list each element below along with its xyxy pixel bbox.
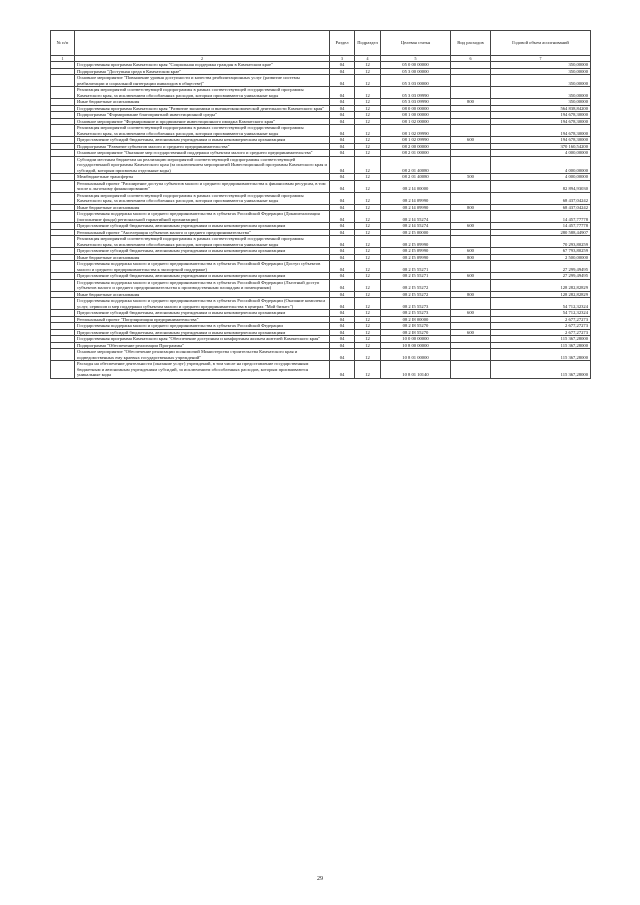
row-amount: 4 000,00000: [491, 174, 591, 181]
row-target-article: 05 3 03 09990: [381, 99, 451, 106]
row-razdel: 04: [330, 143, 355, 150]
row-expense-type: 800: [451, 254, 491, 261]
table-row: [51, 261, 591, 273]
row-name: Предоставление субсидий бюджетным, автономным учреждениям и иным некоммерческим организациям: [75, 137, 330, 144]
row-name: Иные бюджетные ассигнования: [75, 204, 330, 211]
row-razdel: 04: [330, 156, 355, 174]
row-razdel: 04: [330, 112, 355, 119]
row-amount: 350,00000: [491, 75, 591, 87]
row-razdel: 04: [330, 329, 355, 336]
row-razdel: 04: [330, 323, 355, 330]
row-target-article: 10 8 01 00000: [381, 349, 451, 361]
row-podrazdel: 12: [355, 204, 381, 211]
row-razdel: 04: [330, 62, 355, 69]
row-target-article: 08 2 I5 09990: [381, 248, 451, 255]
row-podrazdel: 12: [355, 192, 381, 204]
row-amount: 128 282,82829: [491, 279, 591, 291]
row-podrazdel: 12: [355, 291, 381, 298]
row-target-article: 08 2 I4 00000: [381, 180, 451, 192]
row-name: Государственная программа Камчатского края "Социальная поддержка граждан в Камчатском крае": [75, 62, 330, 69]
row-razdel: 04: [330, 105, 355, 112]
row-expense-type: 600: [451, 137, 491, 144]
row-target-article: 08 2 I5 55271: [381, 261, 451, 273]
row-target-article: 08 2 I5 09990: [381, 254, 451, 261]
row-target-article: 08 2 I5 55271: [381, 273, 451, 280]
row-razdel: 04: [330, 174, 355, 181]
row-expense-type: 800: [451, 291, 491, 298]
row-number: [51, 279, 75, 291]
row-number: [51, 180, 75, 192]
row-razdel: 04: [330, 298, 355, 310]
row-podrazdel: 12: [355, 137, 381, 144]
row-podrazdel: 12: [355, 87, 381, 99]
row-name: Межбюджетные трансферты: [75, 174, 330, 181]
row-razdel: 04: [330, 342, 355, 349]
row-name: Региональный проект "Популяризация предпринимательства": [75, 316, 330, 323]
row-number: [51, 125, 75, 137]
row-amount: 350,00000: [491, 99, 591, 106]
row-name: Основное мероприятие "Повышение уровня доступности и качества реабилитационных услуг (развитие системы реабилитации и социальной интеграции инвалидов в обществе)": [75, 75, 330, 87]
row-razdel: 04: [330, 75, 355, 87]
row-target-article: 08 2 I8 55270: [381, 323, 451, 330]
row-razdel: 04: [330, 349, 355, 361]
row-name: Субсидии местным бюджетам на реализацию мероприятий соответствующей подпрограммы соответствующей государственной программы Камчатского края (за исключением мероприятий Инвестиционной программы Камчатского края и субсидий, которым присвоены отдельные коды): [75, 156, 330, 174]
row-podrazdel: 12: [355, 336, 381, 343]
row-podrazdel: 12: [355, 105, 381, 112]
row-expense-type: [451, 75, 491, 87]
row-amount: 2 500,00000: [491, 254, 591, 261]
row-amount: 115 367,28000: [491, 361, 591, 379]
row-number: [51, 75, 75, 87]
row-target-article: 08 1 02 09990: [381, 137, 451, 144]
row-razdel: 04: [330, 118, 355, 125]
row-number: [51, 349, 75, 361]
row-name: Основное мероприятие "Обеспечение реализации полномочий Министерства строительства Камчатского края и подведомственных ему краевых государственных учреждений": [75, 349, 330, 361]
row-expense-type: [451, 236, 491, 248]
row-razdel: 04: [330, 254, 355, 261]
row-target-article: 08 2 I4 09990: [381, 204, 451, 211]
row-name: Государственная программа Камчатского края "Развитие экономики и внешнеэкономической деятельности Камчатского края": [75, 105, 330, 112]
row-target-article: 08 2 01 00000: [381, 150, 451, 157]
row-amount: 27 299,49495: [491, 273, 591, 280]
table-row: [51, 349, 591, 361]
row-target-article: 05 0 00 00000: [381, 62, 451, 69]
row-name: Реализация мероприятий соответствующей подпрограммы в рамках соответствующей государственной программы Камчатского края, за исключением обособленных расходов, которым присваиваются уникальные коды: [75, 87, 330, 99]
row-razdel: 04: [330, 273, 355, 280]
row-podrazdel: 12: [355, 310, 381, 317]
row-target-article: 08 2 01 40080: [381, 174, 451, 181]
row-expense-type: 600: [451, 310, 491, 317]
row-podrazdel: 12: [355, 174, 381, 181]
row-amount: 14 457,77778: [491, 223, 591, 230]
row-podrazdel: 12: [355, 125, 381, 137]
row-expense-type: [451, 192, 491, 204]
row-target-article: 08 1 02 00000: [381, 118, 451, 125]
row-target-article: 08 1 00 00000: [381, 112, 451, 119]
row-podrazdel: 12: [355, 229, 381, 236]
table-row: [51, 361, 591, 379]
table-row: [51, 156, 591, 174]
row-razdel: 04: [330, 150, 355, 157]
row-name: Предоставление субсидий бюджетным, автономным учреждениям и иным некоммерческим организациям: [75, 329, 330, 336]
row-target-article: 08 2 I8 55270: [381, 329, 451, 336]
row-amount: 67 793,80259: [491, 248, 591, 255]
row-podrazdel: 12: [355, 211, 381, 223]
budget-table: [50, 30, 591, 379]
row-target-article: 08 2 I5 55272: [381, 279, 451, 291]
row-amount: 350,00000: [491, 68, 591, 75]
document-page: [50, 30, 590, 379]
header-expense-type: Вид расходов: [451, 31, 491, 56]
row-razdel: 04: [330, 316, 355, 323]
row-name: Государственная поддержка малого и среднего предпринимательства в субъектах Российской Федерации (Доступ субъектов малого и среднего предпринимательства к экспортной поддержке): [75, 261, 330, 273]
row-name: Государственная поддержка малого и среднего предпринимательства в субъектах Российской Федерации (Оказание комплекса услуг, сервисов и мер поддержки субъектам малого и среднего предпринимательства в центрах "Мой бизнес"): [75, 298, 330, 310]
row-podrazdel: 12: [355, 248, 381, 255]
table-header-row: [51, 31, 591, 56]
row-podrazdel: 12: [355, 236, 381, 248]
row-expense-type: 800: [451, 204, 491, 211]
row-razdel: 04: [330, 310, 355, 317]
row-amount: 115 367,28000: [491, 342, 591, 349]
row-razdel: 04: [330, 87, 355, 99]
table-body: [51, 62, 591, 379]
row-razdel: 04: [330, 125, 355, 137]
row-name: Предоставление субсидий бюджетным, автономным учреждениям и иным некоммерческим организациям: [75, 223, 330, 230]
row-amount: 2 677,27273: [491, 323, 591, 330]
row-amount: 350,00000: [491, 62, 591, 69]
table-row: [51, 75, 591, 87]
page-number: 29: [317, 876, 323, 882]
row-target-article: 08 2 I4 55274: [381, 211, 451, 223]
row-podrazdel: 12: [355, 298, 381, 310]
row-name: Региональный проект "Акселерация субъектов малого и среднего предпринимательства": [75, 229, 330, 236]
row-razdel: 04: [330, 211, 355, 223]
row-podrazdel: 12: [355, 156, 381, 174]
row-podrazdel: 12: [355, 342, 381, 349]
row-target-article: 08 1 02 09990: [381, 125, 451, 137]
row-expense-type: [451, 279, 491, 291]
row-target-article: 08 2 I5 00000: [381, 229, 451, 236]
row-razdel: 04: [330, 248, 355, 255]
header-num: № п/п: [51, 31, 75, 56]
row-podrazdel: 12: [355, 62, 381, 69]
row-amount: 2 677,27273: [491, 316, 591, 323]
row-amount: 350,00000: [491, 87, 591, 99]
row-number: [51, 298, 75, 310]
row-number: [51, 211, 75, 223]
row-target-article: 08 0 00 00000: [381, 105, 451, 112]
row-razdel: 04: [330, 336, 355, 343]
column-number: 5: [381, 56, 451, 62]
row-target-article: 08 2 I4 09990: [381, 192, 451, 204]
row-amount: 194 678,30000: [491, 125, 591, 137]
row-razdel: 04: [330, 236, 355, 248]
row-podrazdel: 12: [355, 223, 381, 230]
row-name: Реализация мероприятий соответствующей подпрограммы в рамках соответствующей государственной программы Камчатского края, за исключением обособленных расходов, которым присваиваются уникальные коды: [75, 125, 330, 137]
row-amount: 4 000,00000: [491, 156, 591, 174]
row-number: [51, 236, 75, 248]
row-name: Основное мероприятие "Формирование и продвижение инвестиционного имиджа Камчатского края": [75, 118, 330, 125]
row-podrazdel: 12: [355, 361, 381, 379]
row-target-article: 08 2 I5 55273: [381, 310, 451, 317]
row-name: Иные бюджетные ассигнования: [75, 291, 330, 298]
row-amount: 4 000,00000: [491, 150, 591, 157]
table-row: [51, 279, 591, 291]
row-podrazdel: 12: [355, 150, 381, 157]
row-name: Расходы на обеспечение деятельности (оказание услуг) учреждений, в том числе на предоставление государственным бюджетным и автономным учреждениям субсидий, за исключением обособленных расходов, которым присваиваются уникальные коды: [75, 361, 330, 379]
row-amount: 115 367,28000: [491, 349, 591, 361]
row-amount: 115 367,28000: [491, 336, 591, 343]
row-razdel: 04: [330, 180, 355, 192]
row-name: Реализация мероприятий соответствующей подпрограммы в рамках соответствующей государственной программы Камчатского края, за исключением обособленных расходов, которым присваиваются уникальные коды: [75, 236, 330, 248]
row-razdel: 04: [330, 192, 355, 204]
row-amount: 194 678,30000: [491, 118, 591, 125]
column-number: 2: [75, 56, 330, 62]
row-expense-type: 600: [451, 248, 491, 255]
table-row: [51, 125, 591, 137]
row-name: Подпрограмма "Доступная среда в Камчатском крае": [75, 68, 330, 75]
row-target-article: 08 2 I4 55274: [381, 223, 451, 230]
row-amount: 564 838,84200: [491, 105, 591, 112]
row-expense-type: [451, 298, 491, 310]
header-annual-volume: Годовой объем ассигнований: [491, 31, 591, 56]
column-number: 7: [491, 56, 591, 62]
row-name: Основное мероприятие "Оказание мер государственной поддержки субъектам малого и среднего предпринимательства": [75, 150, 330, 157]
row-amount: 54 712,32324: [491, 298, 591, 310]
row-amount: 68 437,04242: [491, 204, 591, 211]
row-expense-type: [451, 261, 491, 273]
row-podrazdel: 12: [355, 254, 381, 261]
row-target-article: 10 0 00 00000: [381, 336, 451, 343]
column-number: 4: [355, 56, 381, 62]
row-amount: 370 160,54200: [491, 143, 591, 150]
row-razdel: 04: [330, 68, 355, 75]
row-podrazdel: 12: [355, 273, 381, 280]
row-name: Иные бюджетные ассигнования: [75, 99, 330, 106]
row-podrazdel: 12: [355, 329, 381, 336]
row-podrazdel: 12: [355, 118, 381, 125]
row-razdel: 04: [330, 229, 355, 236]
row-name: Подпрограмма "Обеспечение реализации Программы": [75, 342, 330, 349]
header-target-article: Целевая статья: [381, 31, 451, 56]
row-podrazdel: 12: [355, 75, 381, 87]
row-number: [51, 156, 75, 174]
row-podrazdel: 12: [355, 323, 381, 330]
row-podrazdel: 12: [355, 112, 381, 119]
row-name: Иные бюджетные ассигнования: [75, 254, 330, 261]
row-number: [51, 87, 75, 99]
table-row: [51, 236, 591, 248]
row-number: [51, 261, 75, 273]
row-podrazdel: 12: [355, 349, 381, 361]
column-number: 6: [451, 56, 491, 62]
row-expense-type: [451, 361, 491, 379]
row-podrazdel: 12: [355, 279, 381, 291]
row-podrazdel: 12: [355, 180, 381, 192]
row-target-article: 05 3 03 09990: [381, 87, 451, 99]
row-name: Подпрограмма "Формирование благоприятной инвестиционной среды": [75, 112, 330, 119]
row-name: Предоставление субсидий бюджетным, автономным учреждениям и иным некоммерческим организациям: [75, 310, 330, 317]
row-name: Государственная поддержка малого и среднего предпринимательства в субъектах Российской Федерации: [75, 323, 330, 330]
row-target-article: 08 2 I5 55272: [381, 291, 451, 298]
row-name: Государственная программа Камчатского края "Обеспечение доступным и комфортным жильем жителей Камчатского края": [75, 336, 330, 343]
row-expense-type: 800: [451, 99, 491, 106]
row-razdel: 04: [330, 261, 355, 273]
row-expense-type: 600: [451, 329, 491, 336]
column-number: 1: [51, 56, 75, 62]
row-name: Реализация мероприятий соответствующей подпрограммы в рамках соответствующей государственной программы Камчатского края, за исключением обособленных расходов, которым присваиваются уникальные коды: [75, 192, 330, 204]
row-amount: 14 457,77778: [491, 211, 591, 223]
row-expense-type: [451, 349, 491, 361]
row-expense-type: 600: [451, 223, 491, 230]
row-expense-type: [451, 87, 491, 99]
row-name: Государственная поддержка малого и среднего предпринимательства в субъектах Российской Федерации (Докапитализация (пополнение фонда) региональной гарантийной организации): [75, 211, 330, 223]
row-number: [51, 192, 75, 204]
table-row: [51, 87, 591, 99]
table-row: [51, 298, 591, 310]
header-podrazdel: Подраздел: [355, 31, 381, 56]
row-podrazdel: 12: [355, 68, 381, 75]
row-razdel: 04: [330, 291, 355, 298]
header-razdel: Раздел: [330, 31, 355, 56]
row-target-article: 08 2 01 40080: [381, 156, 451, 174]
row-expense-type: [451, 156, 491, 174]
row-amount: 194 678,30000: [491, 112, 591, 119]
row-name: Государственная поддержка малого и среднего предпринимательства в субъектах Российской Федерации (Льготный доступ субъектов малого и среднего предпринимательства к производственным площадям и помещениям): [75, 279, 330, 291]
row-target-article: 10 8 00 00000: [381, 342, 451, 349]
row-target-article: 08 2 I5 55273: [381, 298, 451, 310]
row-amount: 27 299,49495: [491, 261, 591, 273]
row-name: Региональный проект "Расширение доступа субъектов малого и среднего предпринимательства к финансовым ресурсам, в том числе к льготному финансированию": [75, 180, 330, 192]
table-row: [51, 180, 591, 192]
row-podrazdel: 12: [355, 261, 381, 273]
row-name: Подпрограмма "Развитие субъектов малого и среднего предпринимательства": [75, 143, 330, 150]
row-expense-type: 500: [451, 174, 491, 181]
header-name: [75, 31, 330, 56]
row-amount: 2 677,27273: [491, 329, 591, 336]
row-name: Предоставление субсидий бюджетным, автономным учреждениям и иным некоммерческим организациям: [75, 248, 330, 255]
row-target-article: 05 3 03 00000: [381, 75, 451, 87]
row-number: [51, 361, 75, 379]
row-target-article: 08 2 I8 00000: [381, 316, 451, 323]
row-razdel: 04: [330, 204, 355, 211]
row-amount: 68 437,04242: [491, 192, 591, 204]
row-podrazdel: 12: [355, 143, 381, 150]
row-name: Предоставление субсидий бюджетным, автономным учреждениям и иным некоммерческим организациям: [75, 273, 330, 280]
row-amount: 54 712,32324: [491, 310, 591, 317]
row-target-article: 05 3 00 00000: [381, 68, 451, 75]
row-podrazdel: 12: [355, 316, 381, 323]
row-amount: 128 282,82829: [491, 291, 591, 298]
row-razdel: 04: [330, 99, 355, 106]
row-expense-type: [451, 180, 491, 192]
row-amount: 194 678,30000: [491, 137, 591, 144]
row-razdel: 04: [330, 223, 355, 230]
row-razdel: 04: [330, 361, 355, 379]
row-amount: 280 588,44907: [491, 229, 591, 236]
row-amount: 70 293,80259: [491, 236, 591, 248]
row-amount: 82 894,93030: [491, 180, 591, 192]
row-target-article: 08 2 00 00000: [381, 143, 451, 150]
column-number: 3: [330, 56, 355, 62]
table-row: [51, 192, 591, 204]
row-razdel: 04: [330, 137, 355, 144]
row-podrazdel: 12: [355, 99, 381, 106]
table-row: [51, 211, 591, 223]
row-expense-type: 600: [451, 273, 491, 280]
row-target-article: 10 8 01 10140: [381, 361, 451, 379]
row-target-article: 08 2 I5 09990: [381, 236, 451, 248]
row-expense-type: [451, 211, 491, 223]
row-expense-type: [451, 125, 491, 137]
row-razdel: 04: [330, 279, 355, 291]
